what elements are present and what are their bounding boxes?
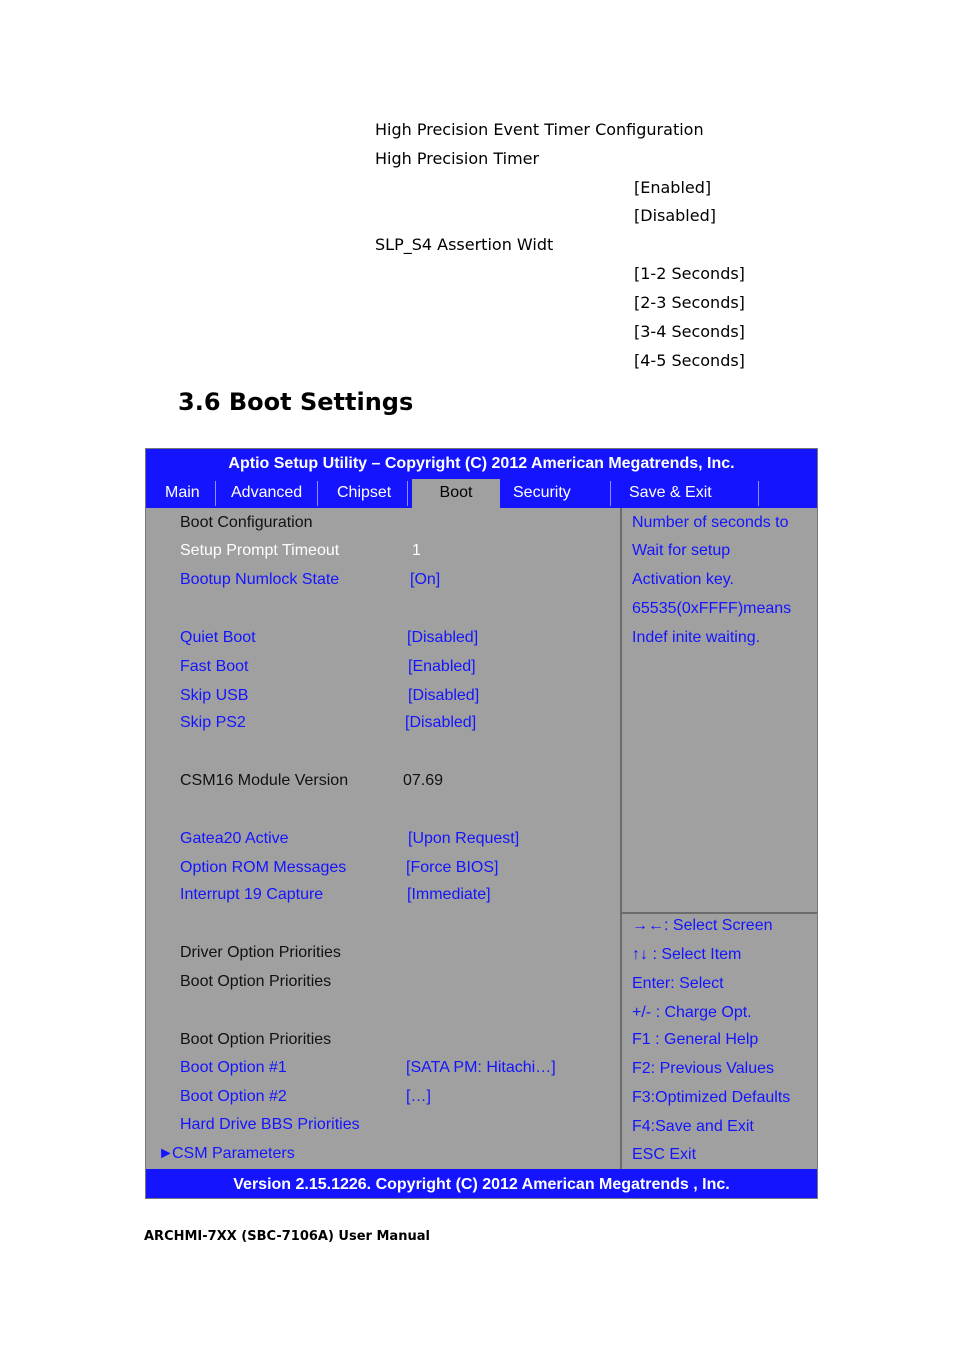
row-value-fast-boot[interactable]: [Enabled] [408, 658, 476, 675]
doc-line-2-3-seconds: [2-3 Seconds] [634, 293, 745, 312]
bios-version-bar: Version 2.15.1226. Copyright (C) 2012 American Megatrends , Inc. [146, 1169, 817, 1199]
row-label-option-rom-messages[interactable]: Option ROM Messages [180, 859, 347, 876]
key-legend-select-item: ↑↓ : Select Item [632, 946, 742, 963]
doc-line-3-4-seconds: [3-4 Seconds] [634, 322, 745, 341]
key-legend-select-screen: →←: Select Screen [632, 917, 773, 934]
row-label-csm16-version: CSM16 Module Version [180, 772, 349, 789]
key-legend-f2: F2: Previous Values [632, 1060, 774, 1077]
tab-advanced[interactable]: Advanced [231, 484, 303, 501]
row-value-bootup-numlock-state[interactable]: [On] [410, 571, 441, 588]
row-label-boot-option-1[interactable]: Boot Option #1 [180, 1059, 287, 1076]
row-value-skip-ps2[interactable]: [Disabled] [405, 714, 477, 731]
key-legend-f3: F3:Optimized Defaults [632, 1089, 791, 1106]
bios-main-pane [146, 508, 620, 1169]
row-label-hard-drive-bbs-priorities[interactable]: Hard Drive BBS Priorities [180, 1116, 360, 1133]
submenu-arrow-icon: ► [158, 1145, 174, 1162]
doc-line-4-5-seconds: [4-5 Seconds] [634, 351, 745, 370]
row-value-setup-prompt-timeout[interactable]: 1 [412, 542, 421, 559]
key-legend-f4: F4:Save and Exit [632, 1118, 754, 1135]
row-value-skip-usb[interactable]: [Disabled] [408, 687, 480, 704]
bios-key-legend [620, 912, 817, 1169]
row-value-csm16-version: 07.69 [403, 772, 444, 789]
row-label-boot-configuration: Boot Configuration [180, 514, 313, 531]
row-value-option-rom-messages[interactable]: [Force BIOS] [406, 859, 499, 876]
row-label-boot-option-priorities: Boot Option Priorities [180, 973, 332, 990]
section-heading: 3.6 Boot Settings [178, 388, 414, 416]
tab-boot[interactable]: Boot [412, 479, 500, 508]
tab-chipset[interactable]: Chipset [337, 484, 392, 501]
row-label-boot-option-priorities-heading: Boot Option Priorities [180, 1031, 332, 1048]
row-value-interrupt-19-capture[interactable]: [Immediate] [407, 886, 491, 903]
bios-title-bar: Aptio Setup Utility – Copyright (C) 2012 American Megatrends, Inc. [146, 449, 817, 479]
row-label-boot-option-2[interactable]: Boot Option #2 [180, 1088, 287, 1105]
row-label-interrupt-19-capture[interactable]: Interrupt 19 Capture [180, 886, 324, 903]
key-legend-f1: F1 : General Help [632, 1031, 759, 1048]
row-label-csm-parameters[interactable]: CSM Parameters [172, 1145, 295, 1162]
bios-help-pane [620, 508, 817, 912]
help-text-line: Indef inite waiting. [632, 629, 761, 646]
bios-menu-bar [146, 479, 817, 508]
doc-line-hpet-config: High Precision Event Timer Configuration [375, 120, 704, 139]
doc-line-enabled: [Enabled] [634, 178, 712, 197]
row-value-gatea20-active[interactable]: [Upon Request] [408, 830, 520, 847]
row-label-setup-prompt-timeout[interactable]: Setup Prompt Timeout [180, 542, 340, 559]
row-label-quiet-boot[interactable]: Quiet Boot [180, 629, 256, 646]
doc-line-slp-s4: SLP_S4 Assertion Widt [375, 235, 554, 254]
key-legend-esc: ESC Exit [632, 1146, 697, 1163]
help-text-line: Activation key. [632, 571, 734, 588]
tab-separator [317, 481, 318, 506]
doc-footer: ARCHMI-7XX (SBC-7106A) User Manual [144, 1229, 430, 1244]
tab-separator [758, 481, 759, 506]
row-value-boot-option-1[interactable]: [SATA PM: Hitachi…] [406, 1059, 556, 1076]
tab-security[interactable]: Security [513, 484, 571, 501]
key-legend-enter: Enter: Select [632, 975, 724, 992]
row-label-skip-usb[interactable]: Skip USB [180, 687, 249, 704]
row-value-boot-option-2[interactable]: […] [406, 1088, 431, 1105]
row-label-gatea20-active[interactable]: Gatea20 Active [180, 830, 289, 847]
row-label-skip-ps2[interactable]: Skip PS2 [180, 714, 246, 731]
bios-screen [145, 448, 818, 1199]
key-legend-change-opt: +/- : Charge Opt. [632, 1004, 752, 1021]
doc-line-1-2-seconds: [1-2 Seconds] [634, 264, 745, 283]
doc-line-hpet: High Precision Timer [375, 149, 540, 168]
row-label-fast-boot[interactable]: Fast Boot [180, 658, 249, 675]
tab-save-exit[interactable]: Save & Exit [629, 484, 712, 501]
row-value-quiet-boot[interactable]: [Disabled] [407, 629, 479, 646]
tab-separator [407, 481, 408, 506]
help-text-line: 65535(0xFFFF)means [632, 600, 792, 617]
doc-line-disabled: [Disabled] [634, 206, 716, 225]
help-text-line: Wait for setup [632, 542, 731, 559]
tab-separator [610, 481, 611, 506]
help-text-line: Number of seconds to [632, 514, 789, 531]
row-label-bootup-numlock-state[interactable]: Bootup Numlock State [180, 571, 340, 588]
tab-main[interactable]: Main [165, 484, 200, 501]
tab-separator [215, 481, 216, 506]
row-label-driver-option-priorities: Driver Option Priorities [180, 944, 341, 961]
